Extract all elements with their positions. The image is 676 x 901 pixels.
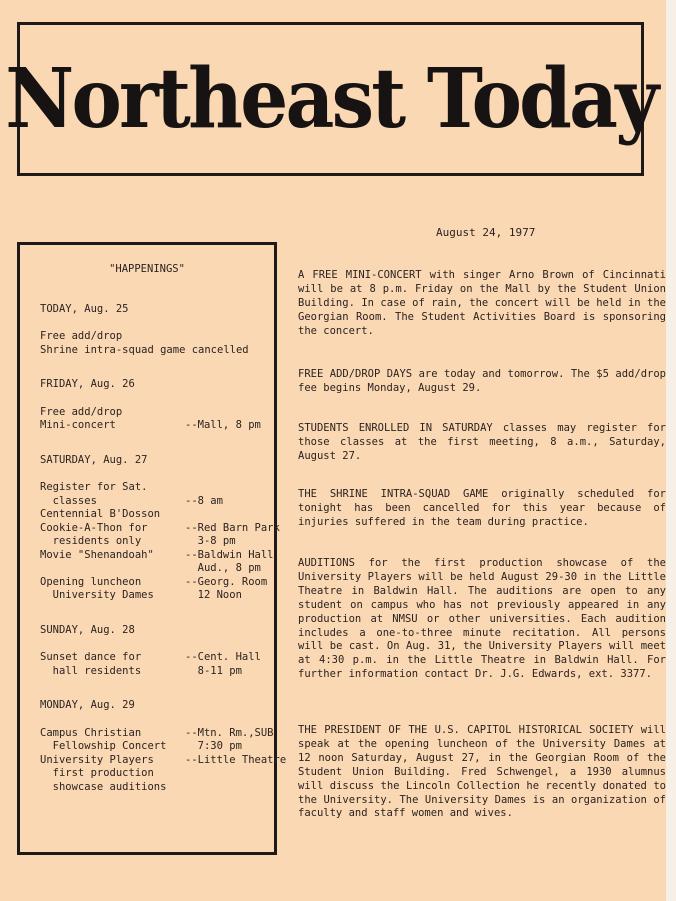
event-name: Register for Sat. — [40, 481, 148, 493]
happenings-day — [40, 624, 274, 679]
event-detail: --8 am — [185, 494, 223, 507]
event-row — [40, 330, 274, 344]
event-name: Movie "Shenandoah" — [40, 548, 154, 561]
happenings-box — [17, 242, 287, 855]
event-name: Sunset dance for — [40, 651, 142, 663]
event-detail: --Mtn. Rm.,SUB — [185, 726, 274, 739]
article-body: will speak at the opening luncheon of the University Dames at 12 noon Saturday, August 27, in the Georgian Room of the Student Union Building. Fred Schwengel, a 1930 alumnus will discuss the Lincoln Collection he recently donated to the University. The University Dames is an organization of faculty and staff women and wives. — [298, 724, 666, 820]
article-lead: THE PRESIDENT OF THE U.S. CAPITOL HISTORICAL SOCIETY — [298, 724, 634, 736]
event-row — [40, 740, 274, 754]
event-row — [40, 781, 274, 795]
event-name: Cookie-A-Thon for — [40, 521, 148, 534]
event-row — [40, 508, 274, 522]
event-name: University Players — [40, 753, 154, 766]
event-detail: --Mall, 8 pm — [185, 419, 261, 431]
happenings-day — [40, 453, 280, 603]
event-name: showcase auditions — [40, 780, 167, 793]
happenings-day — [40, 303, 274, 358]
article-shrine-game — [298, 488, 666, 530]
event-detail: --Red Barn Park — [185, 521, 280, 534]
article-historical-society — [298, 724, 666, 821]
article-body: for the first production showcase of the University Players will be held August 29-30 in the Little Theatre in Baldwin Hall. The auditions are open to any student on campus who has not previously appeared in any production at NMSU or other universities. Each audition includes a one-to-three minute recitation. All persons will be cast. On Aug. 31, the University Players will meet at 4:30 p.m. in the Little Theatre in Baldwin Hall. For further information contact Dr. J.G. Edwards, ext. 3377. — [298, 557, 666, 681]
event-name: Mini-concert — [40, 419, 116, 431]
event-detail: --Little Theatre — [185, 753, 287, 766]
event-name: first production — [40, 767, 154, 779]
event-detail: 7:30 pm — [185, 740, 242, 752]
event-detail: --Georg. Room — [185, 575, 268, 588]
event-row — [40, 727, 274, 741]
article-lead: THE SHRINE INTRA-SQUAD GAME — [298, 488, 489, 500]
event-name: classes — [40, 494, 97, 507]
article-lead: FREE ADD/DROP DAYS — [298, 368, 413, 380]
masthead-title: Northeast Today — [4, 51, 657, 147]
article-saturday-classes — [298, 422, 666, 464]
happenings-day — [40, 699, 287, 794]
article-lead: A FREE MINI-CONCERT — [298, 269, 422, 281]
event-row — [40, 589, 274, 603]
event-name: Centennial B'Dosson — [40, 508, 161, 520]
event-detail: 12 Noon — [185, 589, 242, 601]
day-label: TODAY, Aug. 25 — [40, 302, 129, 315]
event-detail: Aud., 8 pm — [185, 562, 261, 574]
event-name: Free add/drop — [40, 330, 123, 342]
event-detail: --Cent. Hall — [185, 651, 261, 663]
event-name — [40, 562, 185, 576]
event-row — [40, 344, 274, 358]
event-row — [40, 651, 274, 665]
event-row — [40, 767, 274, 781]
article-body: are today and tomorrow. The $5 add/drop fee begins Monday, August 29. — [298, 368, 666, 394]
event-row — [40, 535, 274, 549]
event-row — [40, 576, 274, 590]
event-name: Shrine intra-squad game cancelled — [40, 343, 249, 356]
event-name: Free add/drop — [40, 405, 123, 418]
article-lead: STUDENTS ENROLLED IN SATURDAY — [298, 422, 493, 434]
day-label: MONDAY, Aug. 29 — [40, 699, 135, 711]
happenings-day — [40, 378, 274, 433]
issue-date: August 24, 1977 — [436, 226, 536, 239]
event-row — [40, 419, 274, 433]
event-name: residents only — [40, 535, 142, 547]
event-row — [40, 753, 287, 768]
event-name: Fellowship Concert — [40, 740, 167, 752]
event-name: University Dames — [40, 589, 154, 601]
day-label: FRIDAY, Aug. 26 — [40, 378, 135, 390]
event-name: hall residents — [40, 664, 142, 677]
article-body: classes may register for those classes at the first meeting, 8 a.m., Saturday, August 27. — [298, 422, 667, 462]
event-detail: 3-8 pm — [185, 535, 236, 547]
event-row — [40, 562, 274, 576]
article-add-drop — [298, 368, 666, 396]
article-body: with singer Arno Brown of Cincinnati will be at 8 p.m. Friday on the Mall by the Student Union Building. In case of rain, the concert will be held in the Georgian Room. The Student Activities Board is sponsoring the concert. — [298, 269, 666, 337]
article-auditions — [298, 557, 666, 682]
article-mini-concert — [298, 269, 666, 339]
event-row — [40, 406, 274, 420]
event-name: Campus Christian — [40, 726, 142, 739]
event-row — [40, 521, 280, 536]
article-lead: AUDITIONS — [298, 557, 355, 569]
day-label: SATURDAY, Aug. 27 — [40, 453, 148, 466]
event-row — [40, 495, 274, 509]
event-name: Opening luncheon — [40, 575, 142, 588]
event-row — [40, 481, 274, 495]
article-body: originally scheduled for tonight has been cancelled for this year because of injuries suffered in the team during practice. — [298, 488, 666, 528]
event-row — [40, 665, 274, 679]
happenings-heading: "HAPPENINGS" — [109, 263, 185, 275]
event-detail: 8-11 pm — [185, 664, 242, 677]
event-detail: --Baldwin Hall — [185, 548, 274, 561]
day-label: SUNDAY, Aug. 28 — [40, 623, 135, 636]
masthead — [4, 22, 657, 176]
event-row — [40, 549, 274, 563]
